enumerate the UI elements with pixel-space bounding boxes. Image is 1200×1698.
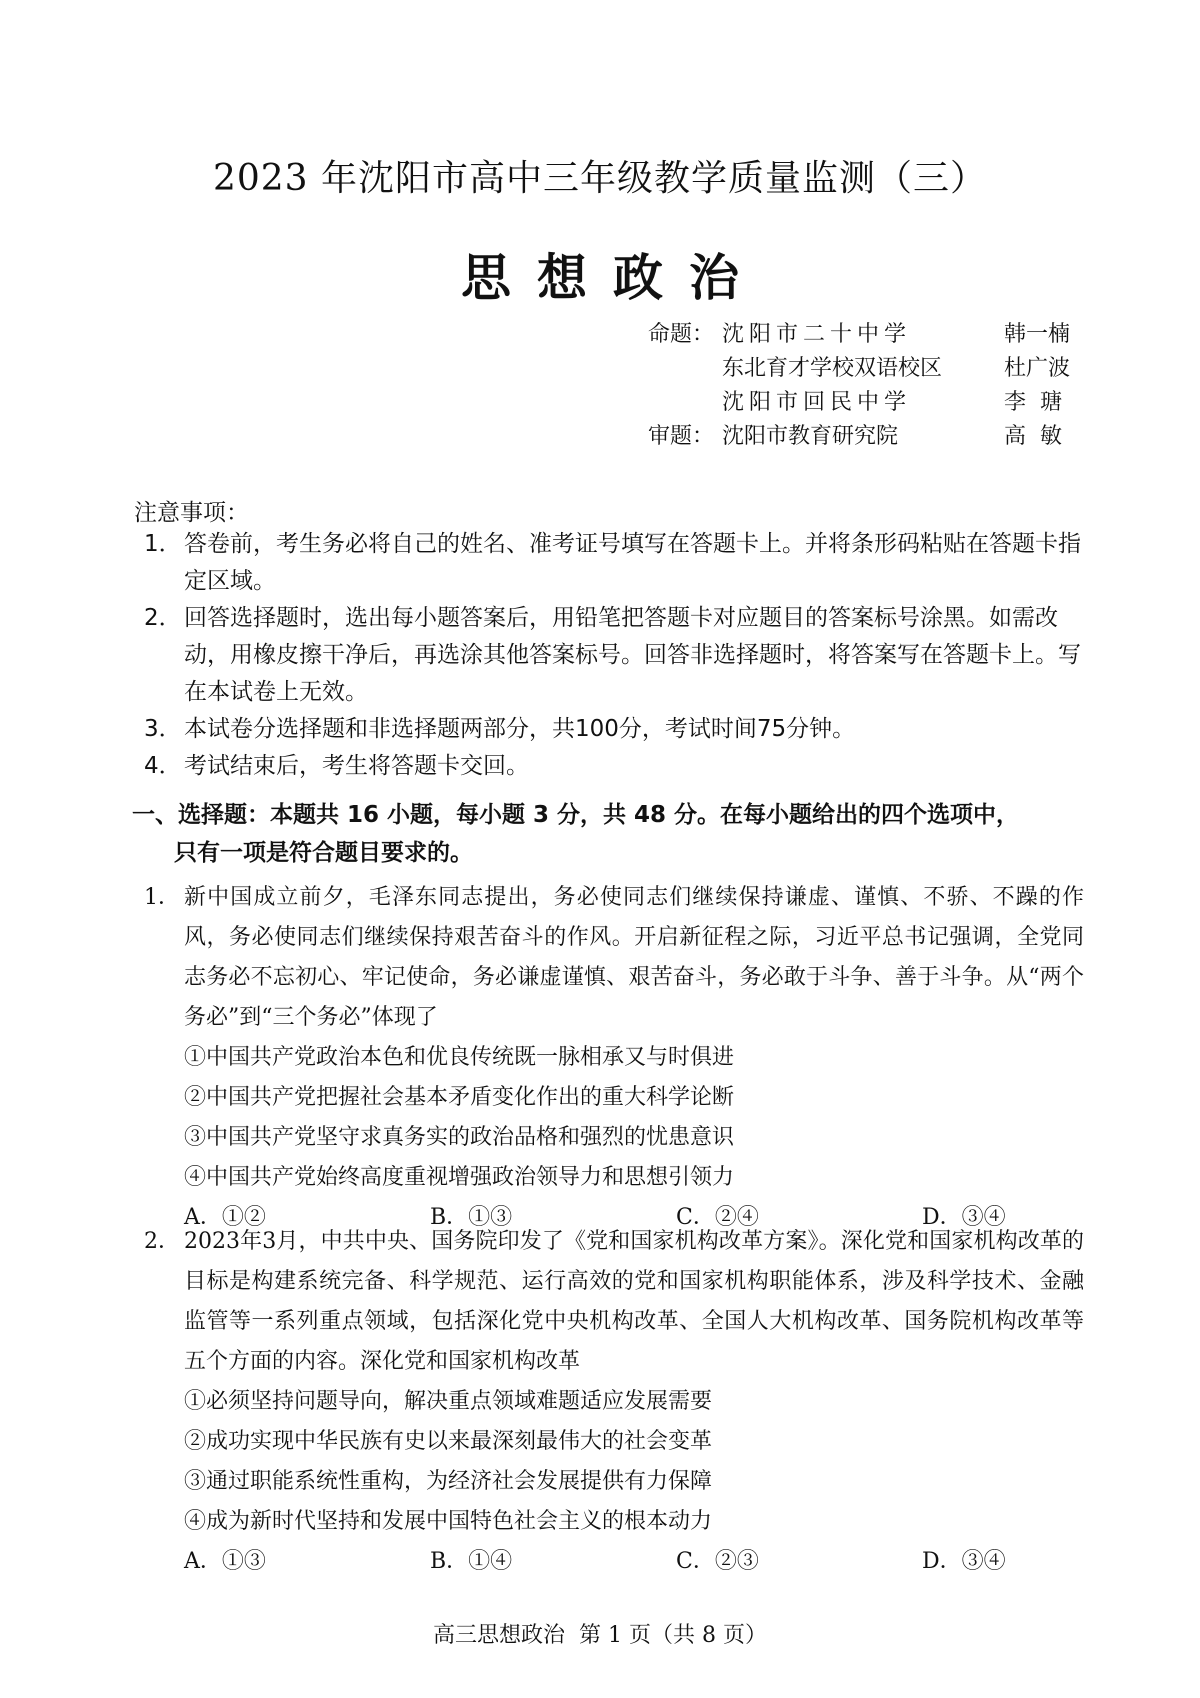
question-number: 1． [144, 885, 180, 910]
page-footer: 高三思想政治 第 1 页（共 8 页） [433, 1623, 767, 1648]
question-number: 2． [144, 1229, 180, 1254]
question-2 [144, 1222, 1084, 1582]
note-number: 4． [144, 753, 182, 779]
option-b: B．①④ [430, 1549, 513, 1574]
option-c: C．②④ [676, 1205, 759, 1230]
option-a: A．①③ [184, 1549, 266, 1574]
note-text: 答卷前，考生务必将自己的姓名、准考证号填写在答题卡上。并将条形码粘贴在答题卡指定区域。 [184, 531, 1081, 594]
credit-person: 高 敏 [1004, 424, 1062, 449]
credit-role: 审题： [648, 424, 715, 449]
statement: ②中国共产党把握社会基本矛盾变化作出的重大科学论断 [184, 1085, 735, 1110]
note-item [144, 711, 1084, 748]
statement: ①中国共产党政治本色和优良传统既一脉相承又与时俱进 [184, 1045, 735, 1070]
credit-row [648, 352, 1084, 386]
question-stem-text: 2023年3月，中共中央、国务院印发了《党和国家机构改革方案》。深化党和国家机构改革的目标是构建系统完备、科学规范、运行高效的党和国家机构职能体系，涉及科学技术、金融监管等一系列重点领域，包括深化党中央机构改革、全国人大机构改革、国务院机构改革等五个方面的内容。深化党和国家机构改革 [184, 1229, 1084, 1374]
option-d: D．③④ [922, 1205, 1006, 1230]
notes-list [144, 526, 1084, 785]
credit-school: 沈阳市教育研究院 [722, 424, 899, 449]
credit-role [648, 386, 722, 420]
statement: ③通过职能系统性重构，为经济社会发展提供有力保障 [184, 1469, 713, 1494]
credit-school: 东北育才学校双语校区 [722, 356, 943, 381]
subject-title: 思想政治 [461, 249, 765, 307]
option-a: A．①② [184, 1205, 266, 1230]
option-c: C．②③ [676, 1549, 759, 1574]
answer-options [144, 1542, 1084, 1582]
question-stem [144, 1222, 1084, 1382]
section-heading-line: 一、选择题：本题共 16 小题，每小题 3 分，共 48 分。在每小题给出的四个选项中， [132, 802, 1020, 828]
statement: ①必须坚持问题导向，解决重点领域难题适应发展需要 [184, 1389, 713, 1414]
note-number: 2． [144, 605, 182, 631]
note-number: 3． [144, 716, 182, 742]
credit-row [648, 420, 1084, 454]
credits-block [648, 318, 1084, 454]
credit-row [648, 318, 1084, 352]
section-heading [132, 796, 1084, 872]
credit-school: 沈阳市回民中学 [722, 390, 912, 415]
option-b: B．①③ [430, 1205, 513, 1230]
credit-role: 命题： [648, 322, 715, 347]
section-heading-line: 只有一项是符合题目要求的。 [174, 840, 473, 866]
exam-title: 2023 年沈阳市高中三年级教学质量监测（三） [212, 158, 988, 199]
statement: ④中国共产党始终高度重视增强政治领导力和思想引领力 [184, 1165, 735, 1190]
note-item [144, 526, 1084, 600]
note-item [144, 748, 1084, 785]
credit-person: 李 瑭 [1004, 390, 1062, 415]
question-stem [144, 878, 1084, 1038]
credit-row [648, 386, 1084, 420]
note-number: 1． [144, 531, 182, 557]
statement: ③中国共产党坚守求真务实的政治品格和强烈的忧患意识 [184, 1125, 735, 1150]
credit-person: 杜广波 [1004, 356, 1071, 381]
question-1 [144, 878, 1084, 1238]
credit-person: 韩一楠 [1004, 322, 1071, 347]
note-text: 回答选择题时，选出每小题答案后，用铅笔把答题卡对应题目的答案标号涂黑。如需改动，用橡皮擦干净后，再选涂其他答案标号。回答非选择题时，将答案写在答题卡上。写在本试卷上无效。 [184, 605, 1081, 705]
credit-school: 沈阳市二十中学 [722, 322, 912, 347]
notes-heading: 注意事项： [134, 500, 249, 526]
note-text: 本试卷分选择题和非选择题两部分，共100分，考试时间75分钟。 [184, 716, 856, 742]
credit-role [648, 352, 722, 386]
question-stem-text: 新中国成立前夕，毛泽东同志提出，务必使同志们继续保持谦虚、谨慎、不骄、不躁的作风，务必使同志们继续保持艰苦奋斗的作风。开启新征程之际，习近平总书记强调，全党同志务必不忘初心、牢记使命，务必谦虚谨慎、艰苦奋斗，务必敢于斗争、善于斗争。从“两个务必”到“三个务必”体现了 [184, 885, 1084, 1030]
statement: ②成功实现中华民族有史以来最深刻最伟大的社会变革 [184, 1429, 713, 1454]
statement: ④成为新时代坚持和发展中国特色社会主义的根本动力 [184, 1509, 713, 1534]
option-d: D．③④ [922, 1549, 1006, 1574]
note-text: 考试结束后，考生将答题卡交回。 [184, 753, 529, 779]
note-item [144, 600, 1084, 711]
